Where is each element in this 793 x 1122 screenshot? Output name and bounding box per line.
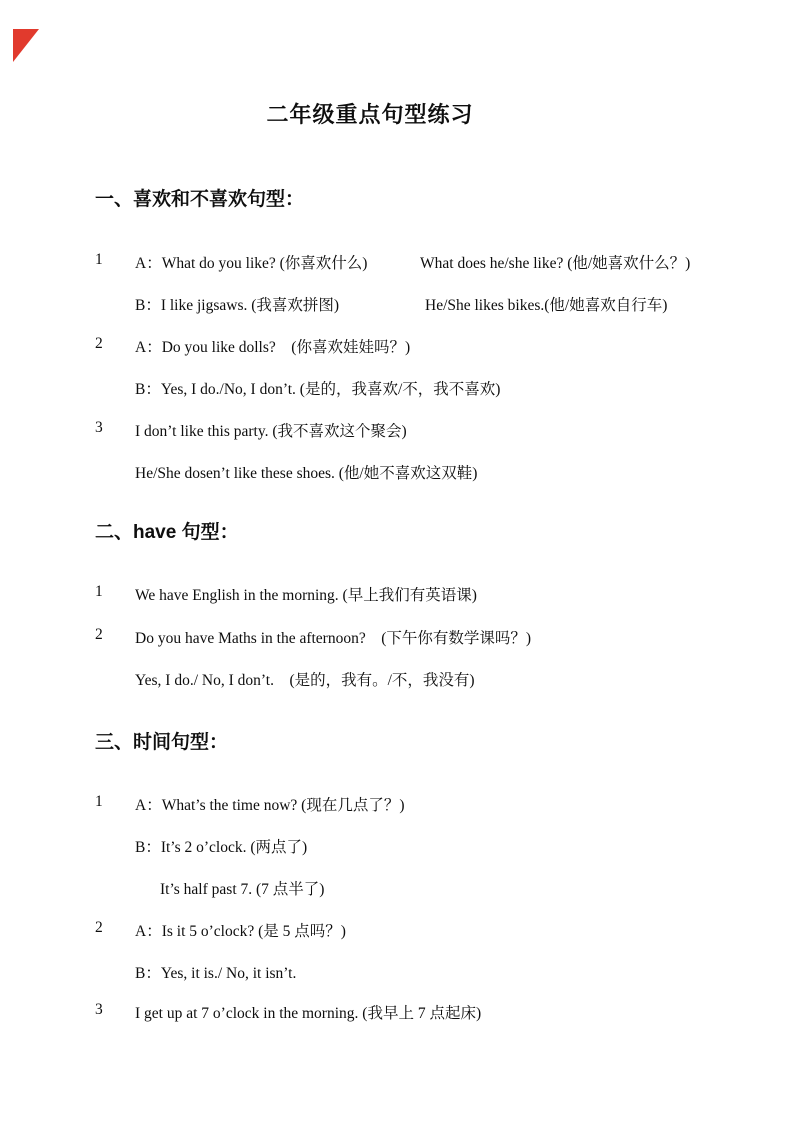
- sentence-text: B：Yes, it is./ No, it isn’t.: [135, 965, 297, 982]
- sentence-text: B：I like jigsaws. (我喜欢拼图): [135, 297, 340, 314]
- sentence-line: [0, 293, 793, 317]
- section-heading-like-dislike: 一、喜欢和不喜欢句型：: [95, 189, 305, 210]
- sentence-text: A：What’s the time now? (现在几点了？): [135, 797, 405, 814]
- sentence-line: [0, 668, 793, 692]
- section-heading-time: 三、时间句型：: [95, 732, 229, 753]
- sentence-text: B：Yes, I do./No, I don’t. (是的，我喜欢/不，我不喜欢): [135, 381, 501, 398]
- sentence-line: [0, 793, 793, 817]
- sentence-line: [0, 335, 793, 359]
- sentence-text: A：Do you like dolls? (你喜欢娃娃吗？): [135, 339, 411, 356]
- sentence-line: [0, 626, 793, 650]
- sentence-text: B：It’s 2 o’clock. (两点了): [135, 839, 308, 856]
- sentence-text-col2: He/She likes bikes.(他/她喜欢自行车): [425, 297, 668, 314]
- sentence-line: [0, 461, 793, 485]
- item-number: 1: [95, 583, 103, 600]
- sentence-line: [0, 583, 793, 607]
- sentence-line: [0, 1001, 793, 1025]
- sentence-text: We have English in the morning. (早上我们有英语课): [135, 587, 477, 604]
- sentence-line: [0, 835, 793, 859]
- sentence-text: Yes, I do./ No, I don’t. (是的，我有。/不，我没有): [135, 672, 475, 689]
- sentence-text-col2: What does he/she like? (他/她喜欢什么？): [420, 255, 691, 272]
- sentence-text: I don’t like this party. (我不喜欢这个聚会): [135, 423, 407, 440]
- item-number: 1: [95, 251, 103, 268]
- red-corner-triangle-icon: [13, 29, 39, 62]
- sentence-text: A：Is it 5 o’clock? (是 5 点吗？): [135, 923, 346, 940]
- sentence-text: A：What do you like? (你喜欢什么): [135, 255, 368, 272]
- sentence-line: [0, 919, 793, 943]
- sentence-text: He/She dosen’t like these shoes. (他/她不喜欢这双鞋): [135, 465, 478, 482]
- sentence-text: Do you have Maths in the afternoon? (下午你有数学课吗？): [135, 630, 532, 647]
- item-number: 1: [95, 793, 103, 810]
- sentence-text: It’s half past 7. (7 点半了): [160, 881, 325, 898]
- page-title: 二年级重点句型练习: [266, 102, 474, 127]
- sentence-line: [0, 251, 793, 275]
- sentence-text: I get up at 7 o’clock in the morning. (我早上 7 点起床): [135, 1005, 482, 1022]
- item-number: 3: [95, 1001, 103, 1018]
- sentence-line: [0, 877, 793, 901]
- item-number: 2: [95, 919, 103, 936]
- item-number: 2: [95, 626, 103, 643]
- item-number: 3: [95, 419, 103, 436]
- section-heading-have: 二、have 句型：: [95, 522, 239, 543]
- item-number: 2: [95, 335, 103, 352]
- sentence-line: [0, 377, 793, 401]
- sentence-line: [0, 961, 793, 985]
- sentence-line: [0, 419, 793, 443]
